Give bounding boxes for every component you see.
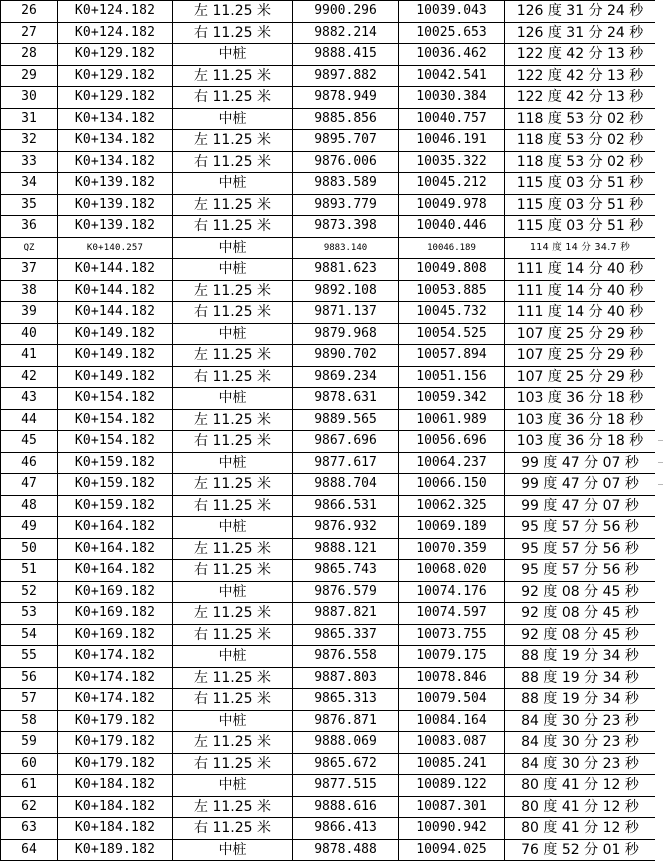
table-row bbox=[1, 474, 656, 496]
bearing-angle-cell: 95 度 57 分 56 秒 bbox=[505, 560, 656, 582]
offset-cell: 中桩 bbox=[173, 581, 293, 603]
offset-cell: 中桩 bbox=[173, 517, 293, 539]
east-coordinate-cell: 10035.322 bbox=[399, 151, 505, 173]
offset-cell: 中桩 bbox=[173, 452, 293, 474]
north-coordinate-cell: 9897.882 bbox=[293, 65, 399, 87]
offset-cell: 左 11.25 米 bbox=[173, 130, 293, 152]
bearing-angle-cell: 122 度 42 分 13 秒 bbox=[505, 44, 656, 66]
table-row bbox=[1, 345, 656, 367]
station-cell: K0+169.182 bbox=[58, 624, 173, 646]
offset-cell: 中桩 bbox=[173, 259, 293, 281]
table-row bbox=[1, 517, 656, 539]
north-coordinate-cell: 9888.616 bbox=[293, 796, 399, 818]
offset-cell: 中桩 bbox=[173, 173, 293, 195]
north-coordinate-cell: 9876.006 bbox=[293, 151, 399, 173]
bearing-angle-cell: 126 度 31 分 24 秒 bbox=[505, 22, 656, 44]
row-number-cell: 47 bbox=[1, 474, 58, 496]
station-cell: K0+154.182 bbox=[58, 388, 173, 410]
table-row bbox=[1, 452, 656, 474]
row-number-cell: 31 bbox=[1, 108, 58, 130]
row-number-cell: 28 bbox=[1, 44, 58, 66]
row-number-cell: 44 bbox=[1, 409, 58, 431]
east-coordinate-cell: 10070.359 bbox=[399, 538, 505, 560]
north-coordinate-cell: 9865.337 bbox=[293, 624, 399, 646]
table-row bbox=[1, 732, 656, 754]
offset-cell: 右 11.25 米 bbox=[173, 495, 293, 517]
east-coordinate-cell: 10061.989 bbox=[399, 409, 505, 431]
row-number-cell: 34 bbox=[1, 173, 58, 195]
bearing-angle-cell: 95 度 57 分 56 秒 bbox=[505, 538, 656, 560]
row-number-cell: 55 bbox=[1, 646, 58, 668]
east-coordinate-cell: 10073.755 bbox=[399, 624, 505, 646]
east-coordinate-cell: 10089.122 bbox=[399, 775, 505, 797]
north-coordinate-cell: 9866.413 bbox=[293, 818, 399, 840]
north-coordinate-cell: 9865.743 bbox=[293, 560, 399, 582]
station-cell: K0+159.182 bbox=[58, 495, 173, 517]
north-coordinate-cell: 9867.696 bbox=[293, 431, 399, 453]
station-cell: K0+179.182 bbox=[58, 710, 173, 732]
station-cell: K0+139.182 bbox=[58, 216, 173, 238]
east-coordinate-cell: 10036.462 bbox=[399, 44, 505, 66]
bearing-angle-cell: 126 度 31 分 24 秒 bbox=[505, 1, 656, 23]
table-row bbox=[1, 560, 656, 582]
east-coordinate-cell: 10085.241 bbox=[399, 753, 505, 775]
offset-cell: 中桩 bbox=[173, 710, 293, 732]
east-coordinate-cell: 10040.757 bbox=[399, 108, 505, 130]
window-edge-marks bbox=[656, 440, 663, 490]
east-coordinate-cell: 10079.175 bbox=[399, 646, 505, 668]
east-coordinate-cell: 10030.384 bbox=[399, 87, 505, 109]
east-coordinate-cell: 10051.156 bbox=[399, 366, 505, 388]
north-coordinate-cell: 9893.779 bbox=[293, 194, 399, 216]
east-coordinate-cell: 10062.325 bbox=[399, 495, 505, 517]
east-coordinate-cell: 10094.025 bbox=[399, 839, 505, 861]
north-coordinate-cell: 9888.069 bbox=[293, 732, 399, 754]
bearing-angle-cell: 88 度 19 分 34 秒 bbox=[505, 646, 656, 668]
row-number-cell: 32 bbox=[1, 130, 58, 152]
table-row bbox=[1, 839, 656, 861]
north-coordinate-cell: 9881.623 bbox=[293, 259, 399, 281]
row-number-cell: 49 bbox=[1, 517, 58, 539]
east-coordinate-cell: 10039.043 bbox=[399, 1, 505, 23]
east-coordinate-cell: 10066.150 bbox=[399, 474, 505, 496]
east-coordinate-cell: 10078.846 bbox=[399, 667, 505, 689]
east-coordinate-cell: 10045.732 bbox=[399, 302, 505, 324]
table-row bbox=[1, 366, 656, 388]
row-number-cell: 30 bbox=[1, 87, 58, 109]
offset-cell: 中桩 bbox=[173, 646, 293, 668]
bearing-angle-cell: 115 度 03 分 51 秒 bbox=[505, 216, 656, 238]
offset-cell: 中桩 bbox=[173, 44, 293, 66]
station-cell: K0+144.182 bbox=[58, 280, 173, 302]
east-coordinate-cell: 10068.020 bbox=[399, 560, 505, 582]
station-cell: K0+154.182 bbox=[58, 431, 173, 453]
coordinate-table-body bbox=[1, 1, 656, 861]
station-cell: K0+179.182 bbox=[58, 732, 173, 754]
north-coordinate-cell: 9895.707 bbox=[293, 130, 399, 152]
station-cell: K0+164.182 bbox=[58, 517, 173, 539]
offset-cell: 左 11.25 米 bbox=[173, 194, 293, 216]
station-cell: K0+174.182 bbox=[58, 646, 173, 668]
row-number-cell: 42 bbox=[1, 366, 58, 388]
row-number-cell: 29 bbox=[1, 65, 58, 87]
offset-cell: 中桩 bbox=[173, 839, 293, 861]
station-cell: K0+139.182 bbox=[58, 173, 173, 195]
north-coordinate-cell: 9865.672 bbox=[293, 753, 399, 775]
offset-cell: 右 11.25 米 bbox=[173, 87, 293, 109]
east-coordinate-cell: 10069.189 bbox=[399, 517, 505, 539]
station-cell: K0+134.182 bbox=[58, 151, 173, 173]
offset-cell: 左 11.25 米 bbox=[173, 667, 293, 689]
offset-cell: 中桩 bbox=[173, 323, 293, 345]
north-coordinate-cell: 9865.313 bbox=[293, 689, 399, 711]
row-number-cell: 56 bbox=[1, 667, 58, 689]
station-cell: K0+159.182 bbox=[58, 474, 173, 496]
offset-cell: 左 11.25 米 bbox=[173, 603, 293, 625]
north-coordinate-cell: 9876.871 bbox=[293, 710, 399, 732]
east-coordinate-cell: 10040.446 bbox=[399, 216, 505, 238]
offset-cell: 右 11.25 米 bbox=[173, 22, 293, 44]
station-cell: K0+129.182 bbox=[58, 44, 173, 66]
station-cell: K0+139.182 bbox=[58, 194, 173, 216]
offset-cell: 左 11.25 米 bbox=[173, 796, 293, 818]
row-number-cell: 38 bbox=[1, 280, 58, 302]
station-cell: K0+169.182 bbox=[58, 603, 173, 625]
offset-cell: 左 11.25 米 bbox=[173, 474, 293, 496]
north-coordinate-cell: 9883.140 bbox=[293, 237, 399, 259]
bearing-angle-cell: 118 度 53 分 02 秒 bbox=[505, 151, 656, 173]
offset-cell: 右 11.25 米 bbox=[173, 302, 293, 324]
north-coordinate-cell: 9876.558 bbox=[293, 646, 399, 668]
north-coordinate-cell: 9892.108 bbox=[293, 280, 399, 302]
bearing-angle-cell: 111 度 14 分 40 秒 bbox=[505, 302, 656, 324]
offset-cell: 右 11.25 米 bbox=[173, 689, 293, 711]
station-cell: K0+144.182 bbox=[58, 259, 173, 281]
table-row bbox=[1, 624, 656, 646]
offset-cell: 右 11.25 米 bbox=[173, 151, 293, 173]
bearing-angle-cell: 92 度 08 分 45 秒 bbox=[505, 603, 656, 625]
north-coordinate-cell: 9877.515 bbox=[293, 775, 399, 797]
station-cell: K0+149.182 bbox=[58, 323, 173, 345]
bearing-angle-cell: 111 度 14 分 40 秒 bbox=[505, 259, 656, 281]
north-coordinate-cell: 9883.589 bbox=[293, 173, 399, 195]
station-cell: K0+189.182 bbox=[58, 839, 173, 861]
bearing-angle-cell: 107 度 25 分 29 秒 bbox=[505, 366, 656, 388]
bearing-angle-cell: 99 度 47 分 07 秒 bbox=[505, 495, 656, 517]
bearing-angle-cell: 107 度 25 分 29 秒 bbox=[505, 323, 656, 345]
table-row bbox=[1, 753, 656, 775]
table-row bbox=[1, 775, 656, 797]
north-coordinate-cell: 9878.488 bbox=[293, 839, 399, 861]
east-coordinate-cell: 10087.301 bbox=[399, 796, 505, 818]
table-row bbox=[1, 603, 656, 625]
north-coordinate-cell: 9890.702 bbox=[293, 345, 399, 367]
east-coordinate-cell: 10074.597 bbox=[399, 603, 505, 625]
north-coordinate-cell: 9876.932 bbox=[293, 517, 399, 539]
row-number-cell: 50 bbox=[1, 538, 58, 560]
bearing-angle-cell: 88 度 19 分 34 秒 bbox=[505, 667, 656, 689]
station-cell: K0+124.182 bbox=[58, 22, 173, 44]
station-cell: K0+184.182 bbox=[58, 775, 173, 797]
row-number-cell: 41 bbox=[1, 345, 58, 367]
offset-cell: 左 11.25 米 bbox=[173, 409, 293, 431]
offset-cell: 左 11.25 米 bbox=[173, 280, 293, 302]
row-number-cell: 36 bbox=[1, 216, 58, 238]
station-cell: K0+129.182 bbox=[58, 87, 173, 109]
table-row bbox=[1, 388, 656, 410]
east-coordinate-cell: 10054.525 bbox=[399, 323, 505, 345]
offset-cell: 右 11.25 米 bbox=[173, 624, 293, 646]
table-row bbox=[1, 1, 656, 23]
station-cell: K0+164.182 bbox=[58, 560, 173, 582]
station-cell: K0+159.182 bbox=[58, 452, 173, 474]
table-row bbox=[1, 108, 656, 130]
bearing-angle-cell: 84 度 30 分 23 秒 bbox=[505, 710, 656, 732]
bearing-angle-cell: 80 度 41 分 12 秒 bbox=[505, 775, 656, 797]
offset-cell: 左 11.25 米 bbox=[173, 732, 293, 754]
station-cell: K0+149.182 bbox=[58, 366, 173, 388]
east-coordinate-cell: 10064.237 bbox=[399, 452, 505, 474]
bearing-angle-cell: 84 度 30 分 23 秒 bbox=[505, 753, 656, 775]
table-row bbox=[1, 796, 656, 818]
bearing-angle-cell: 80 度 41 分 12 秒 bbox=[505, 818, 656, 840]
east-coordinate-cell: 10025.653 bbox=[399, 22, 505, 44]
bearing-angle-cell: 76 度 52 分 01 秒 bbox=[505, 839, 656, 861]
row-number-cell: 64 bbox=[1, 839, 58, 861]
offset-cell: 右 11.25 米 bbox=[173, 818, 293, 840]
north-coordinate-cell: 9879.968 bbox=[293, 323, 399, 345]
bearing-angle-cell: 88 度 19 分 34 秒 bbox=[505, 689, 656, 711]
row-number-cell: 45 bbox=[1, 431, 58, 453]
north-coordinate-cell: 9889.565 bbox=[293, 409, 399, 431]
bearing-angle-cell: 80 度 41 分 12 秒 bbox=[505, 796, 656, 818]
row-number-cell: 40 bbox=[1, 323, 58, 345]
offset-cell: 右 11.25 米 bbox=[173, 431, 293, 453]
bearing-angle-cell: 99 度 47 分 07 秒 bbox=[505, 474, 656, 496]
row-number-cell: 27 bbox=[1, 22, 58, 44]
east-coordinate-cell: 10056.696 bbox=[399, 431, 505, 453]
row-number-cell: 48 bbox=[1, 495, 58, 517]
bearing-angle-cell: 115 度 03 分 51 秒 bbox=[505, 194, 656, 216]
east-coordinate-cell: 10053.885 bbox=[399, 280, 505, 302]
bearing-angle-cell: 103 度 36 分 18 秒 bbox=[505, 409, 656, 431]
table-row bbox=[1, 495, 656, 517]
table-row bbox=[1, 237, 656, 259]
offset-cell: 左 11.25 米 bbox=[173, 538, 293, 560]
row-number-cell: 37 bbox=[1, 259, 58, 281]
table-row bbox=[1, 280, 656, 302]
station-cell: K0+149.182 bbox=[58, 345, 173, 367]
offset-cell: 中桩 bbox=[173, 775, 293, 797]
table-row bbox=[1, 710, 656, 732]
station-cell: K0+184.182 bbox=[58, 796, 173, 818]
bearing-angle-cell: 92 度 08 分 45 秒 bbox=[505, 624, 656, 646]
table-row bbox=[1, 646, 656, 668]
bearing-angle-cell: 111 度 14 分 40 秒 bbox=[505, 280, 656, 302]
offset-cell: 左 11.25 米 bbox=[173, 65, 293, 87]
station-cell: K0+129.182 bbox=[58, 65, 173, 87]
row-number-cell: 57 bbox=[1, 689, 58, 711]
east-coordinate-cell: 10046.189 bbox=[399, 237, 505, 259]
table-row bbox=[1, 173, 656, 195]
row-number-cell: 58 bbox=[1, 710, 58, 732]
north-coordinate-cell: 9882.214 bbox=[293, 22, 399, 44]
east-coordinate-cell: 10046.191 bbox=[399, 130, 505, 152]
bearing-angle-cell: 103 度 36 分 18 秒 bbox=[505, 388, 656, 410]
station-cell: K0+164.182 bbox=[58, 538, 173, 560]
east-coordinate-cell: 10079.504 bbox=[399, 689, 505, 711]
row-number-cell: 33 bbox=[1, 151, 58, 173]
east-coordinate-cell: 10045.212 bbox=[399, 173, 505, 195]
east-coordinate-cell: 10042.541 bbox=[399, 65, 505, 87]
north-coordinate-cell: 9887.803 bbox=[293, 667, 399, 689]
table-row bbox=[1, 538, 656, 560]
row-number-cell: 59 bbox=[1, 732, 58, 754]
station-cell: K0+124.182 bbox=[58, 1, 173, 23]
east-coordinate-cell: 10084.164 bbox=[399, 710, 505, 732]
offset-cell: 右 11.25 米 bbox=[173, 560, 293, 582]
bearing-angle-cell: 84 度 30 分 23 秒 bbox=[505, 732, 656, 754]
offset-cell: 右 11.25 米 bbox=[173, 753, 293, 775]
north-coordinate-cell: 9877.617 bbox=[293, 452, 399, 474]
table-row bbox=[1, 323, 656, 345]
bearing-angle-cell: 103 度 36 分 18 秒 bbox=[505, 431, 656, 453]
table-row bbox=[1, 689, 656, 711]
east-coordinate-cell: 10057.894 bbox=[399, 345, 505, 367]
offset-cell: 左 11.25 米 bbox=[173, 1, 293, 23]
table-row bbox=[1, 130, 656, 152]
row-number-cell: QZ bbox=[1, 237, 58, 259]
offset-cell: 左 11.25 米 bbox=[173, 345, 293, 367]
station-cell: K0+140.257 bbox=[58, 237, 173, 259]
table-row bbox=[1, 44, 656, 66]
bearing-angle-cell: 118 度 53 分 02 秒 bbox=[505, 130, 656, 152]
bearing-angle-cell: 114 度 14 分 34.7 秒 bbox=[505, 237, 656, 259]
north-coordinate-cell: 9871.137 bbox=[293, 302, 399, 324]
north-coordinate-cell: 9876.579 bbox=[293, 581, 399, 603]
north-coordinate-cell: 9888.121 bbox=[293, 538, 399, 560]
north-coordinate-cell: 9869.234 bbox=[293, 366, 399, 388]
north-coordinate-cell: 9887.821 bbox=[293, 603, 399, 625]
table-row bbox=[1, 431, 656, 453]
north-coordinate-cell: 9878.631 bbox=[293, 388, 399, 410]
station-cell: K0+134.182 bbox=[58, 130, 173, 152]
bearing-angle-cell: 99 度 47 分 07 秒 bbox=[505, 452, 656, 474]
bearing-angle-cell: 122 度 42 分 13 秒 bbox=[505, 65, 656, 87]
station-cell: K0+174.182 bbox=[58, 689, 173, 711]
row-number-cell: 39 bbox=[1, 302, 58, 324]
bearing-angle-cell: 115 度 03 分 51 秒 bbox=[505, 173, 656, 195]
bearing-angle-cell: 92 度 08 分 45 秒 bbox=[505, 581, 656, 603]
row-number-cell: 43 bbox=[1, 388, 58, 410]
table-row bbox=[1, 409, 656, 431]
table-row bbox=[1, 22, 656, 44]
offset-cell: 中桩 bbox=[173, 108, 293, 130]
row-number-cell: 62 bbox=[1, 796, 58, 818]
row-number-cell: 53 bbox=[1, 603, 58, 625]
east-coordinate-cell: 10090.942 bbox=[399, 818, 505, 840]
table-row bbox=[1, 259, 656, 281]
row-number-cell: 54 bbox=[1, 624, 58, 646]
north-coordinate-cell: 9873.398 bbox=[293, 216, 399, 238]
east-coordinate-cell: 10074.176 bbox=[399, 581, 505, 603]
offset-cell: 中桩 bbox=[173, 388, 293, 410]
table-row bbox=[1, 667, 656, 689]
table-row bbox=[1, 302, 656, 324]
table-row bbox=[1, 151, 656, 173]
station-cell: K0+134.182 bbox=[58, 108, 173, 130]
station-cell: K0+179.182 bbox=[58, 753, 173, 775]
row-number-cell: 46 bbox=[1, 452, 58, 474]
row-number-cell: 60 bbox=[1, 753, 58, 775]
bearing-angle-cell: 118 度 53 分 02 秒 bbox=[505, 108, 656, 130]
north-coordinate-cell: 9888.415 bbox=[293, 44, 399, 66]
north-coordinate-cell: 9888.704 bbox=[293, 474, 399, 496]
table-row bbox=[1, 87, 656, 109]
station-cell: K0+154.182 bbox=[58, 409, 173, 431]
table-row bbox=[1, 194, 656, 216]
row-number-cell: 61 bbox=[1, 775, 58, 797]
row-number-cell: 63 bbox=[1, 818, 58, 840]
offset-cell: 右 11.25 米 bbox=[173, 216, 293, 238]
bearing-angle-cell: 107 度 25 分 29 秒 bbox=[505, 345, 656, 367]
table-row bbox=[1, 581, 656, 603]
station-cell: K0+174.182 bbox=[58, 667, 173, 689]
north-coordinate-cell: 9878.949 bbox=[293, 87, 399, 109]
row-number-cell: 52 bbox=[1, 581, 58, 603]
east-coordinate-cell: 10083.087 bbox=[399, 732, 505, 754]
row-number-cell: 35 bbox=[1, 194, 58, 216]
east-coordinate-cell: 10049.808 bbox=[399, 259, 505, 281]
east-coordinate-cell: 10059.342 bbox=[399, 388, 505, 410]
table-row bbox=[1, 65, 656, 87]
table-row bbox=[1, 818, 656, 840]
table-row bbox=[1, 216, 656, 238]
offset-cell: 右 11.25 米 bbox=[173, 366, 293, 388]
north-coordinate-cell: 9885.856 bbox=[293, 108, 399, 130]
station-cell: K0+169.182 bbox=[58, 581, 173, 603]
station-cell: K0+144.182 bbox=[58, 302, 173, 324]
north-coordinate-cell: 9900.296 bbox=[293, 1, 399, 23]
offset-cell: 中桩 bbox=[173, 237, 293, 259]
east-coordinate-cell: 10049.978 bbox=[399, 194, 505, 216]
station-cell: K0+184.182 bbox=[58, 818, 173, 840]
bearing-angle-cell: 95 度 57 分 56 秒 bbox=[505, 517, 656, 539]
row-number-cell: 51 bbox=[1, 560, 58, 582]
north-coordinate-cell: 9866.531 bbox=[293, 495, 399, 517]
bearing-angle-cell: 122 度 42 分 13 秒 bbox=[505, 87, 656, 109]
row-number-cell: 26 bbox=[1, 1, 58, 23]
